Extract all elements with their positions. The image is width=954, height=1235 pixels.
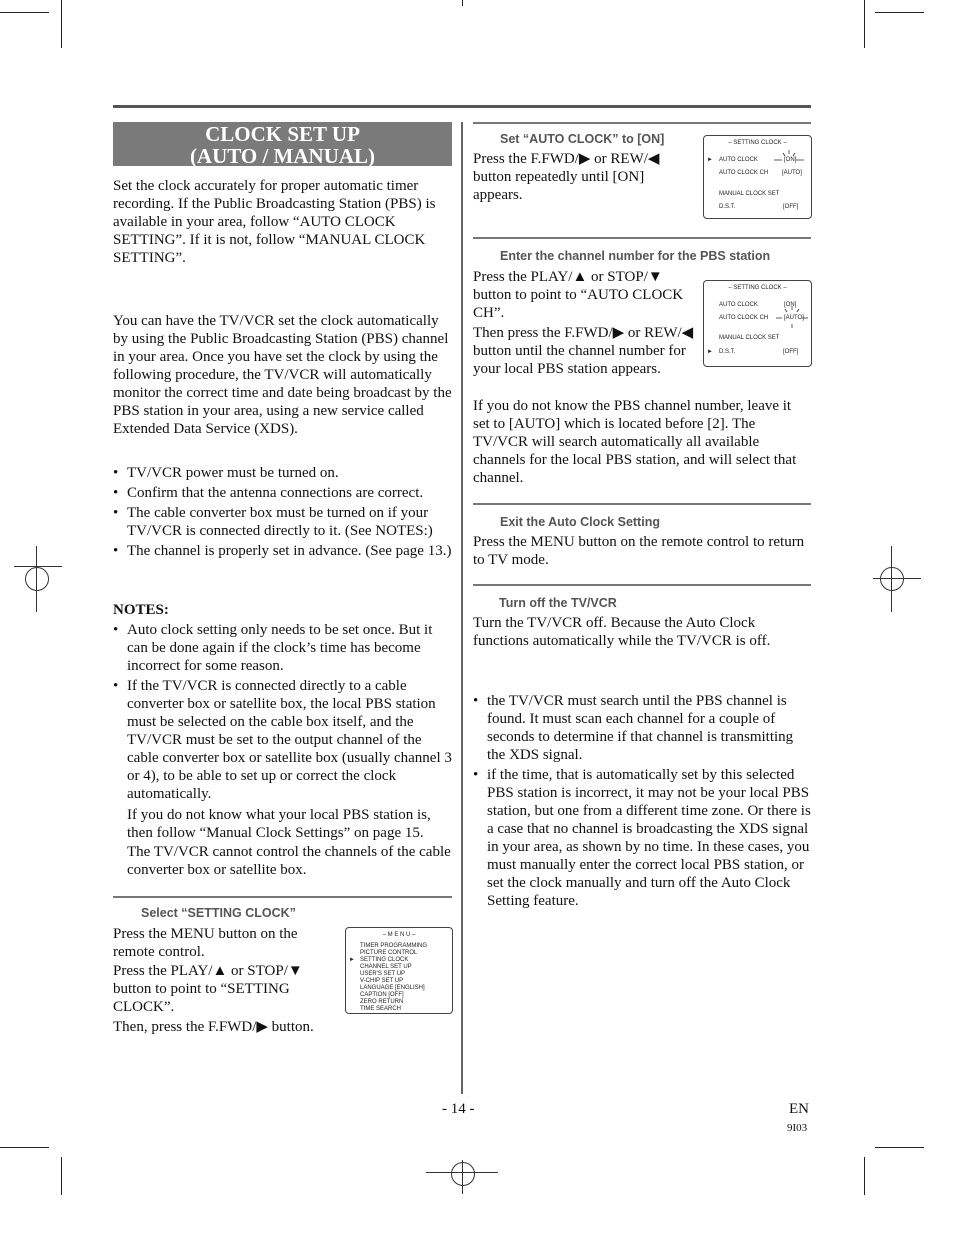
list-item: • Auto clock setting only needs to be set once. But it can be done again if the clock’s time has become incorrect for some reason.	[113, 621, 453, 675]
column-divider	[461, 122, 463, 1094]
screen-header: – SETTING CLOCK –	[728, 140, 787, 146]
blink-indicator-icon	[776, 306, 808, 328]
manual-clock-row	[704, 191, 811, 199]
step1-text-2: Press the PLAY/▲ or STOP/▼ button to point to “SETTING CLOCK”.	[113, 963, 303, 1015]
menu-item: TIMER PROGRAMMING	[360, 943, 427, 949]
step3-text-3: If you do not know the PBS channel number, leave it set to [AUTO] which is located before [2]. The TV/VCR will search automatically all available channels for the local PBS station, and will select that channel.	[473, 398, 797, 486]
menu-item: LANGUAGE [ENGLISH]	[360, 985, 425, 991]
menu-item: CHANNEL SET UP	[360, 964, 412, 970]
page-title	[113, 122, 452, 166]
setting-clock-screen-2	[703, 280, 812, 367]
cursor-icon: ►	[707, 349, 713, 355]
section-rule	[473, 584, 811, 586]
step5-text: Turn the TV/VCR off. Because the Auto Clock functions automatically while the TV/VCR is off.	[473, 615, 771, 649]
page-number: - 14 -	[442, 1101, 475, 1117]
dst-row	[704, 349, 811, 357]
menu-item: V-CHIP SET UP	[360, 978, 404, 984]
notes-heading: NOTES:	[113, 602, 169, 618]
menu-item: TIME SEARCH	[360, 1006, 402, 1012]
list-item: • the TV/VCR must search until the PBS channel is found. It must scan each channel for a couple of seconds to determine if that channel is transmitting the XDS signal.	[473, 692, 811, 764]
row-label: MANUAL CLOCK SET	[719, 335, 780, 341]
step2-text: Press the F.FWD/▶ or REW/◀ button repeatedly until [ON] appears.	[473, 151, 660, 203]
row-label: AUTO CLOCK CH	[719, 315, 769, 321]
setting-clock-screen-1	[703, 135, 812, 219]
row-label: AUTO CLOCK	[719, 157, 758, 163]
step3-text-1: Press the PLAY/▲ or STOP/▼ button to point to “AUTO CLOCK CH”.	[473, 269, 684, 321]
row-label: AUTO CLOCK CH	[719, 170, 769, 176]
section-rule	[473, 122, 811, 124]
doc-code: 9I03	[787, 1122, 808, 1134]
menu-item: PICTURE CONTROL	[360, 950, 418, 956]
row-label: D.S.T.	[719, 349, 736, 355]
row-value: [OFF]	[783, 204, 799, 210]
notes-extra-2: The TV/VCR cannot control the channels of the cable converter box or satellite box.	[127, 844, 451, 878]
list-item: • Confirm that the antenna connections are correct.	[113, 484, 453, 502]
list-item: • The channel is properly set in advance. (See page 13.)	[113, 542, 453, 560]
step3-text-2: Then press the F.FWD/▶ or REW/◀ button until the channel number for your local PBS station appears.	[473, 325, 694, 377]
list-item: • If the TV/VCR is connected directly to a cable converter box or satellite box, the local PBS station must be selected on the cable box itself, and the TV/VCR must be set to the output channel of the cable converter box or satellite box (usually channel 3 or 4), to be able to set up or correct the clock automatically.	[113, 677, 453, 803]
right-notes-list	[473, 692, 811, 912]
row-label: D.S.T.	[719, 204, 736, 210]
auto-clock-ch-row	[704, 170, 811, 178]
step1-text-3: Then, press the F.FWD/▶ button.	[113, 1019, 314, 1035]
crop-mark	[864, 0, 865, 48]
crop-mark	[61, 1157, 62, 1195]
section-rule	[113, 896, 452, 898]
step1-text-1: Press the MENU button on the remote control.	[113, 926, 298, 960]
row-value: [AUTO]	[782, 170, 802, 176]
list-item: • The cable converter box must be turned on if your TV/VCR is connected directly to it. (See NOTES:)	[113, 504, 453, 540]
step3-heading: Enter the channel number for the PBS station	[500, 249, 771, 263]
list-item: • if the time, that is automatically set by this selected PBS station is incorrect, it may not be your local PBS station, but one from a different time zone. Or there is a case that no channel is broadcasting the XDS signal in your area, as shown by no time. In these cases, you must manually enter the correct local PBS station, or set the clock manually and turn off the Auto Clock Setting feature.	[473, 766, 811, 910]
section-rule	[473, 503, 811, 505]
prerequisite-list	[113, 464, 453, 562]
crop-mark	[61, 0, 62, 48]
menu-item: SETTING CLOCK	[360, 957, 409, 963]
blink-indicator-icon	[774, 150, 804, 170]
crop-mark	[0, 12, 49, 13]
top-rule	[113, 105, 811, 108]
auto-clock-paragraph: You can have the TV/VCR set the clock automatically by using the Public Broadcasting Station (PBS) channel in your area. Once you have set the clock by using the following procedure, the TV/VCR will automatically monitor the correct time and date being broadcast by the PBS station in your area, using a new service called Extended Data Service (XDS).	[113, 313, 452, 437]
crop-mark	[875, 1147, 924, 1148]
screen-header: – SETTING CLOCK –	[728, 285, 787, 291]
row-value: [ON]	[784, 157, 797, 163]
crop-mark	[875, 12, 924, 13]
row-value: [ON]	[784, 302, 797, 308]
title-line-1: CLOCK SET UP	[205, 122, 360, 146]
registration-circle	[451, 1162, 475, 1186]
menu-screen-header: – M E N U –	[382, 932, 416, 938]
language-code: EN	[789, 1101, 809, 1117]
row-value: [AUTO]	[784, 315, 804, 321]
menu-items	[360, 943, 427, 1013]
cursor-icon: ►	[707, 157, 713, 163]
menu-item: CAPTION [OFF]	[360, 992, 404, 998]
crop-mark	[0, 1147, 49, 1148]
row-label: AUTO CLOCK	[719, 302, 758, 308]
crop-mark	[864, 1157, 865, 1195]
step4-text: Press the MENU button on the remote control to return to TV mode.	[473, 534, 805, 568]
menu-item: ZERO RETURN	[360, 999, 404, 1005]
list-item: • TV/VCR power must be turned on.	[113, 464, 453, 482]
step2-heading: Set “AUTO CLOCK” to [ON]	[500, 132, 665, 146]
manual-clock-row	[704, 335, 811, 343]
step5-heading: Turn off the TV/VCR	[499, 596, 617, 610]
cursor-icon: ►	[349, 957, 355, 963]
row-value: [OFF]	[783, 349, 799, 355]
title-line-2: (AUTO / MANUAL)	[189, 144, 376, 168]
notes-extra-1: If you do not know what your local PBS station is, then follow “Manual Clock Settings” on page 15.	[127, 807, 431, 841]
row-label: MANUAL CLOCK SET	[719, 191, 780, 197]
step1-heading: Select “SETTING CLOCK”	[141, 906, 296, 920]
dst-row	[704, 204, 811, 212]
registration-circle	[880, 567, 904, 591]
menu-item: USER'S SET UP	[360, 971, 406, 977]
step4-heading: Exit the Auto Clock Setting	[500, 515, 660, 529]
registration-circle	[25, 567, 49, 591]
section-rule	[473, 237, 811, 239]
menu-screen	[345, 927, 453, 1014]
crop-mark	[462, 0, 463, 6]
notes-list	[113, 621, 453, 805]
intro-paragraph: Set the clock accurately for proper automatic timer recording. If the Public Broadcasting Station (PBS) is available in your area, follow “AUTO CLOCK SETTING”. If it is not, follow “MANUAL CLOCK SETTING”.	[113, 178, 436, 266]
